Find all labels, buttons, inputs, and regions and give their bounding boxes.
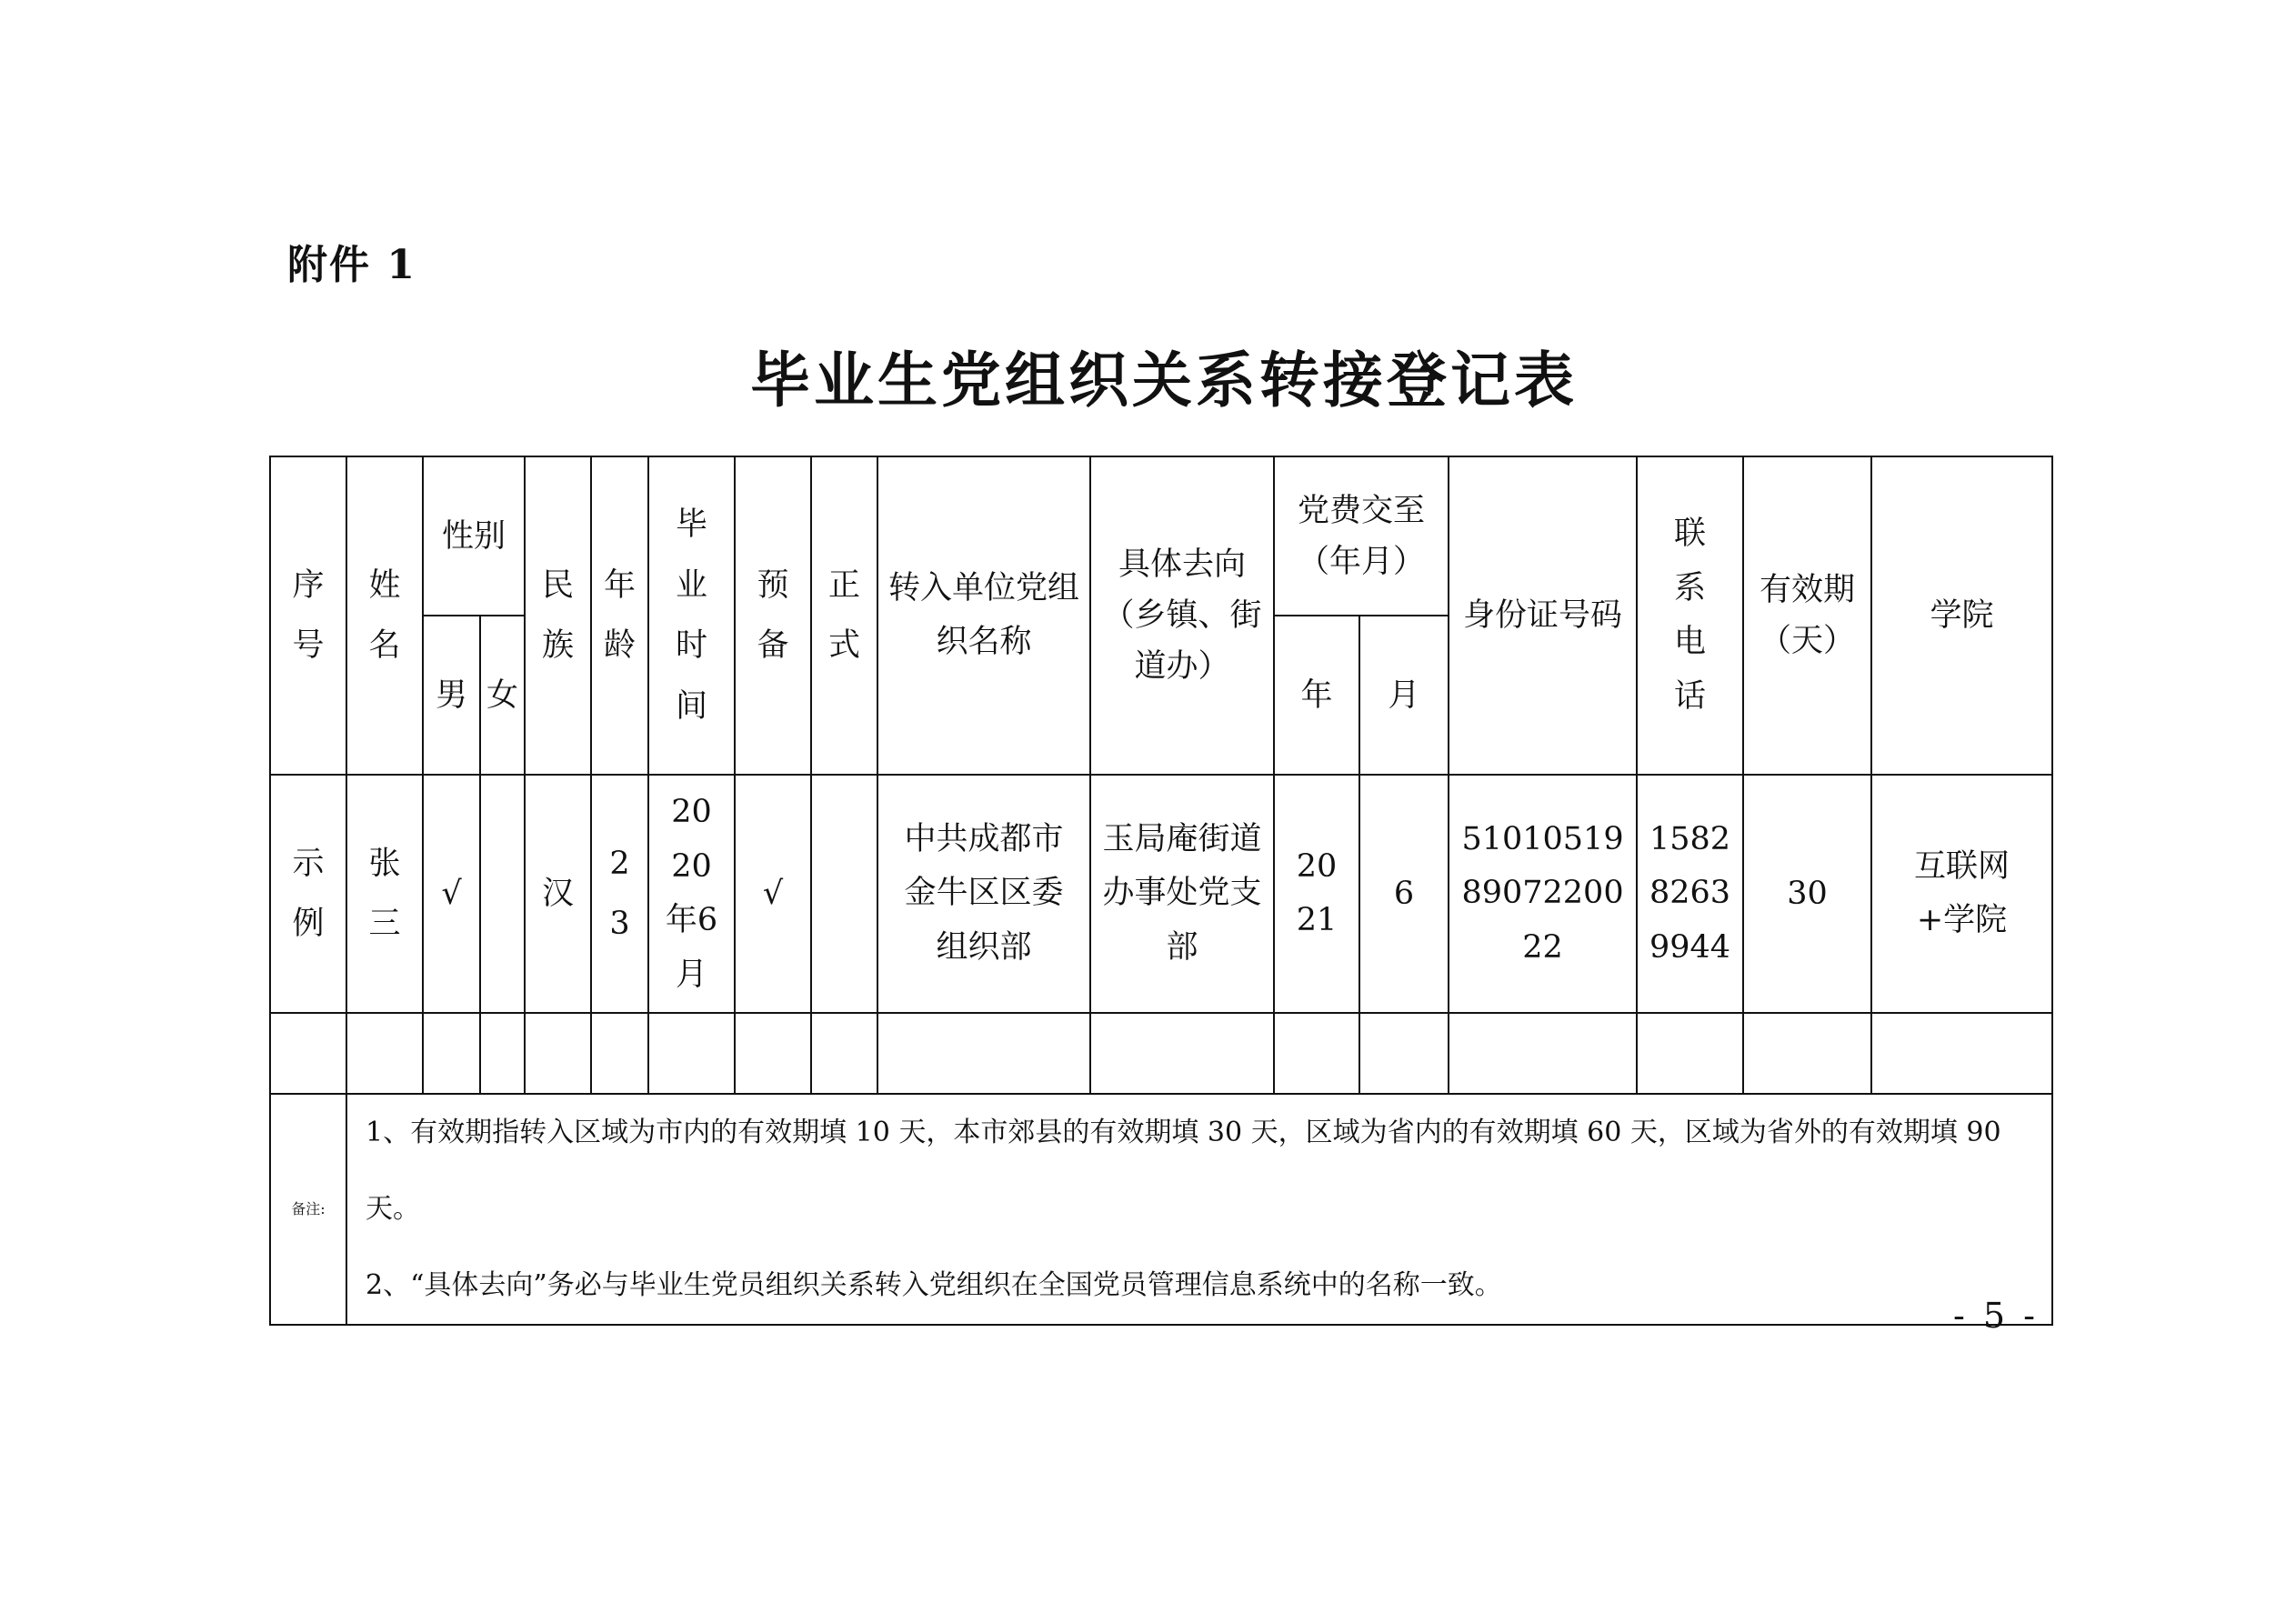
- blank-cell[interactable]: [270, 1013, 346, 1094]
- header-fee-sub: （年月）: [1298, 543, 1426, 580]
- blank-cell[interactable]: [591, 1013, 648, 1094]
- header-phone: 联系电话: [1637, 456, 1743, 775]
- attachment-label: 附件 1: [287, 242, 416, 288]
- example-grad-time: 2020年6月: [648, 775, 735, 1013]
- blank-cell[interactable]: [1090, 1013, 1274, 1094]
- blank-cell[interactable]: [480, 1013, 525, 1094]
- example-validity: 30: [1743, 775, 1871, 1013]
- form-title: 毕业生党组织关系转接登记表: [750, 345, 1578, 416]
- header-fee-title: 党费交至: [1298, 492, 1426, 529]
- header-fee: [1274, 456, 1449, 616]
- blank-cell[interactable]: [1274, 1013, 1359, 1094]
- header-female: 女: [480, 616, 525, 775]
- example-transfer-org: 中共成都市金牛区区委组织部: [877, 775, 1090, 1013]
- blank-cell[interactable]: [423, 1013, 480, 1094]
- notes-row: [270, 1094, 2052, 1325]
- example-formal-check: [811, 775, 877, 1013]
- notes-label: 备注:: [270, 1094, 346, 1325]
- example-ethnicity: 汉: [525, 775, 591, 1013]
- header-id-number: 身份证号码: [1449, 456, 1637, 775]
- header-destination: [1090, 456, 1274, 775]
- header-validity-title: 有效期: [1760, 572, 1856, 608]
- header-age: 年龄: [591, 456, 648, 775]
- blank-cell[interactable]: [1637, 1013, 1743, 1094]
- example-male-check: √: [423, 775, 480, 1013]
- header-fee-year: 年: [1274, 616, 1359, 775]
- header-formal: 正式: [811, 456, 877, 775]
- notes-content: [346, 1094, 2052, 1325]
- example-probationary-check: √: [735, 775, 811, 1013]
- header-name: 姓名: [346, 456, 423, 775]
- blank-row: [270, 1013, 2052, 1094]
- example-age: 23: [591, 775, 648, 1013]
- header-probationary: 预备: [735, 456, 811, 775]
- note-line-2: 2、“具体去向”务必与毕业生党员组织关系转入党组织在全国党员管理信息系统中的名称一致。: [366, 1269, 1502, 1301]
- header-male: 男: [423, 616, 480, 775]
- example-fee-year: 2021: [1274, 775, 1359, 1013]
- page-number: - 5 -: [1953, 1296, 2040, 1336]
- blank-cell[interactable]: [877, 1013, 1090, 1094]
- header-college: 学院: [1871, 456, 2052, 775]
- registration-table: [269, 456, 2053, 1326]
- blank-cell[interactable]: [525, 1013, 591, 1094]
- header-gender: 性别: [423, 456, 525, 616]
- header-validity: [1743, 456, 1871, 775]
- blank-cell[interactable]: [1743, 1013, 1871, 1094]
- header-destination-title: 具体去向: [1118, 546, 1247, 583]
- blank-cell[interactable]: [1359, 1013, 1449, 1094]
- note-line-1: 1、有效期指转入区域为市内的有效期填 10 天，本市郊县的有效期填 30 天，区域为省内的有效期填 60 天，区域为省外的有效期填 90 天。: [366, 1117, 2001, 1225]
- blank-cell[interactable]: [648, 1013, 735, 1094]
- header-ethnicity: 民族: [525, 456, 591, 775]
- example-female-check: [480, 775, 525, 1013]
- example-college: 互联网+学院: [1871, 775, 2052, 1013]
- example-fee-month: 6: [1359, 775, 1449, 1013]
- example-destination: 玉局庵街道办事处党支部: [1090, 775, 1274, 1013]
- header-seq: 序号: [270, 456, 346, 775]
- example-phone: 158282639944: [1637, 775, 1743, 1013]
- blank-cell[interactable]: [1449, 1013, 1637, 1094]
- example-name: 张三: [346, 775, 423, 1013]
- example-id-number: 510105198907220022: [1449, 775, 1637, 1013]
- header-validity-sub: （天）: [1760, 623, 1856, 659]
- header-destination-sub: （乡镇、街道办）: [1102, 597, 1262, 685]
- blank-cell[interactable]: [811, 1013, 877, 1094]
- example-row: [270, 775, 2052, 1013]
- header-transfer-org: 转入单位党组织名称: [877, 456, 1090, 775]
- blank-cell[interactable]: [735, 1013, 811, 1094]
- header-grad-time: 毕业时间: [648, 456, 735, 775]
- example-seq: 示例: [270, 775, 346, 1013]
- blank-cell[interactable]: [346, 1013, 423, 1094]
- blank-cell[interactable]: [1871, 1013, 2052, 1094]
- header-fee-month: 月: [1359, 616, 1449, 775]
